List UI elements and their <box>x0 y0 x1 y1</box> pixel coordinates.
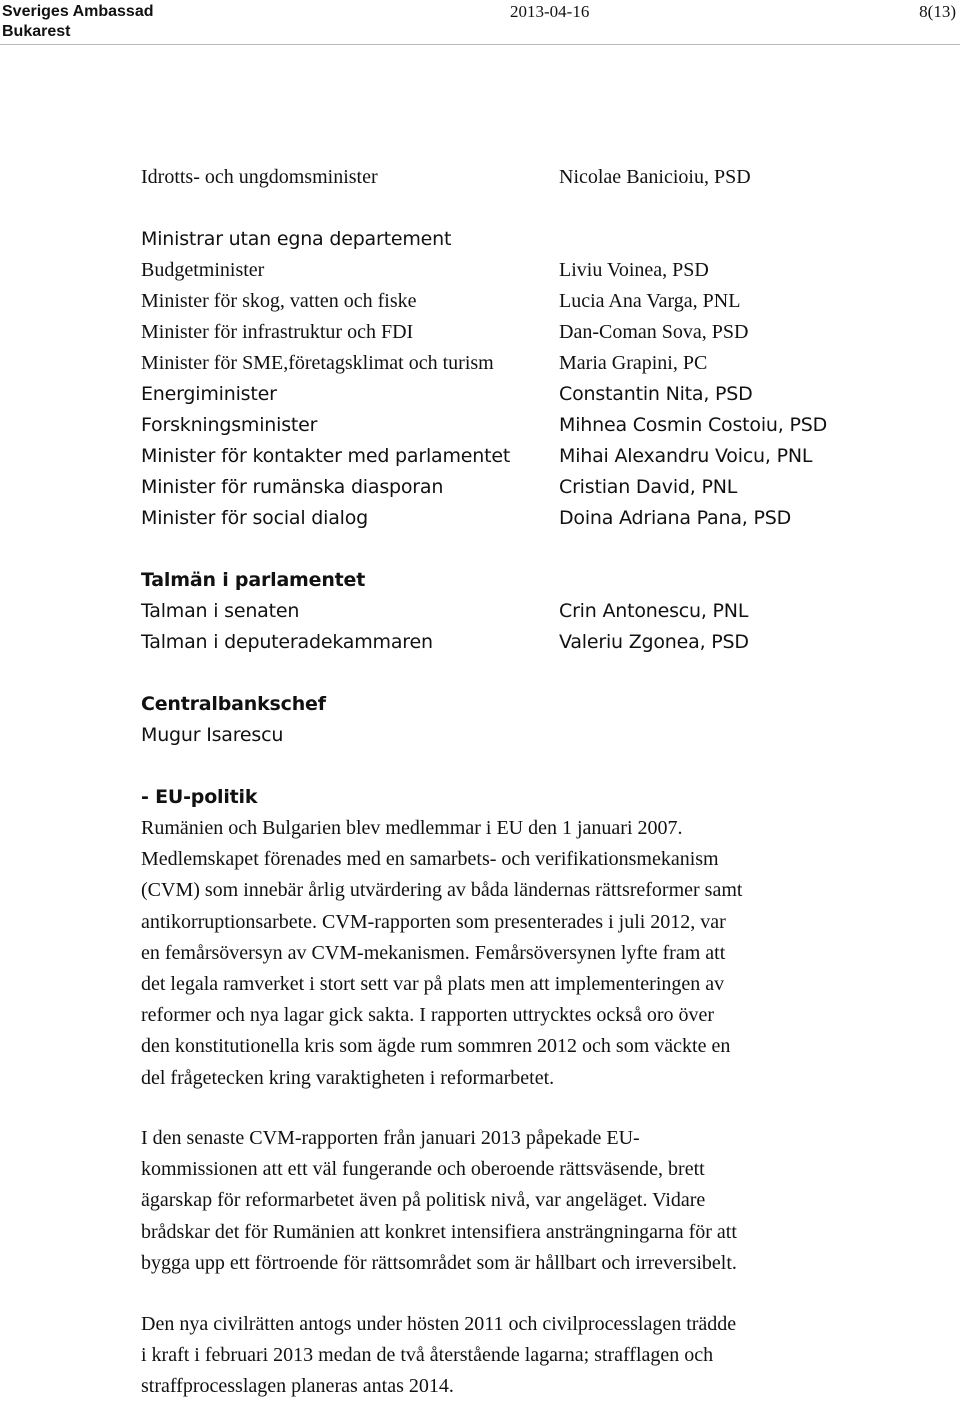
text-line: det legala ramverket i stort sett var på plats men att implementeringen av <box>141 973 725 996</box>
text-line: antikorruptionsarbete. CVM-rapporten som presenterades i juli 2012, var <box>141 910 726 933</box>
minister-row <box>141 503 920 534</box>
header-date: 2013-04-16 <box>510 2 590 21</box>
minister-name: Mihai Alexandru Voicu, PNL <box>559 445 813 467</box>
text-line: Rumänien och Bulgarien blev medlemmar i EU den 1 januari 2007. <box>141 817 683 839</box>
minister-name: Doina Adriana Pana, PSD <box>559 507 792 529</box>
minister-row <box>141 348 920 379</box>
minister-role: Minister för social dialog <box>141 507 369 529</box>
header-page-number: 8(13) <box>919 2 956 21</box>
speaker-role: Talman i deputeradekammaren <box>141 631 433 653</box>
section-heading: - EU-politik <box>141 786 258 808</box>
minister-name: Constantin Nita, PSD <box>559 383 753 405</box>
minister-name: Lucia Ana Varga, PNL <box>559 290 741 312</box>
speaker-name: Valeriu Zgonea, PSD <box>559 631 749 653</box>
text-line: straffprocesslagen planeras antas 2014. <box>141 1375 454 1398</box>
text-line: den konstitutionella kris som ägde rum sommren 2012 och som väckte en <box>141 1035 731 1058</box>
minister-name: Cristian David, PNL <box>559 476 738 498</box>
text-line: ägarskap för reformarbetet även på politisk nivå, var angeläget. Vidare <box>141 1189 706 1212</box>
header-org-line1: Sveriges Ambassad <box>2 3 154 20</box>
text-line: bygga upp ett förtroende för rättsområdet som är hållbart och irreversibelt. <box>141 1251 737 1274</box>
minister-role: Forskningsminister <box>141 414 318 436</box>
text-line: kommissionen att ett väl fungerande och oberoende rättsväsende, brett <box>141 1158 705 1181</box>
header-org-line2: Bukarest <box>2 23 71 40</box>
minister-role: Energiminister <box>141 383 277 405</box>
speaker-role: Talman i senaten <box>141 600 300 622</box>
text-line: (CVM) som innebär årlig utvärdering av båda ländernas rättsreformer samt <box>141 879 743 902</box>
section-heading: Centralbankschef <box>141 693 326 715</box>
header-divider <box>0 44 960 45</box>
minister-row <box>141 255 920 286</box>
text-line: reformer och nya lagar gick sakta. I rapporten uttrycktes också oro över <box>141 1004 715 1027</box>
text-line: i kraft i februari 2013 medan de två återstående lagarna; strafflagen och <box>141 1344 714 1367</box>
text-line: I den senaste CVM-rapporten från januari 2013 påpekade EU- <box>141 1127 640 1149</box>
text-line: Den nya civilrätten antogs under hösten 2011 och civilprocesslagen trädde <box>141 1313 737 1335</box>
minister-row <box>141 379 920 410</box>
speaker-row <box>141 596 920 627</box>
minister-row <box>141 286 920 317</box>
minister-name: Nicolae Banicioiu, PSD <box>559 166 751 188</box>
minister-name: Dan-Coman Sova, PSD <box>559 321 749 343</box>
minister-role: Minister för SME,företagsklimat och turism <box>141 352 494 374</box>
minister-role: Budgetminister <box>141 259 265 281</box>
minister-name: Maria Grapini, PC <box>559 352 708 374</box>
minister-role: Minister för skog, vatten och fiske <box>141 290 417 312</box>
text-line: Medlemskapet förenades med en samarbets- och verifikationsmekanism <box>141 848 719 871</box>
text-line: brådskar det för Rumänien att konkret intensifiera ansträngningarna för att <box>141 1220 737 1243</box>
section-heading: Ministrar utan egna departement <box>141 228 452 250</box>
eu-paragraph <box>141 1309 851 1403</box>
minister-role: Minister för kontakter med parlamentet <box>141 445 511 467</box>
minister-role: Minister för infrastruktur och FDI <box>141 321 414 343</box>
eu-paragraph <box>141 1123 851 1279</box>
minister-role: Idrotts- och ungdomsminister <box>141 166 378 188</box>
header-organization <box>2 2 153 42</box>
text-line: del frågetecken kring varaktigheten i reformarbetet. <box>141 1066 555 1089</box>
minister-row <box>141 410 920 441</box>
minister-row <box>141 317 920 348</box>
speaker-row <box>141 627 920 658</box>
minister-name: Mihnea Cosmin Costoiu, PSD <box>559 414 827 436</box>
minister-row <box>141 472 920 503</box>
minister-role: Minister för rumänska diasporan <box>141 476 444 498</box>
minister-row <box>141 441 920 472</box>
section-heading: Talmän i parlamentet <box>141 569 366 591</box>
text-line: en femårsöversyn av CVM-mekanismen. Femårsöversynen lyfte fram att <box>141 941 726 964</box>
central-bank-governor: Mugur Isarescu <box>141 724 284 746</box>
eu-paragraph <box>141 813 851 1094</box>
minister-name: Liviu Voinea, PSD <box>559 259 709 281</box>
minister-row <box>141 162 920 193</box>
speaker-name: Crin Antonescu, PNL <box>559 600 749 622</box>
